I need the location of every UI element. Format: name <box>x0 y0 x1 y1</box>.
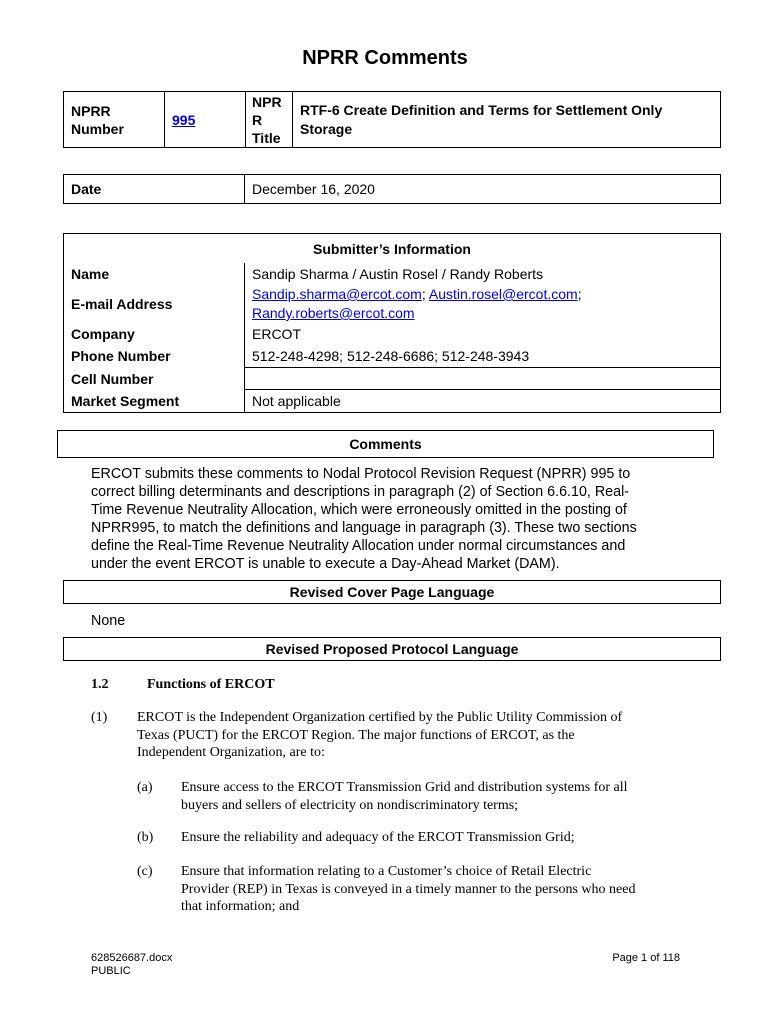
email-link-sharma[interactable]: Sandip.sharma@ercot.com <box>252 286 422 302</box>
name-value: Sandip Sharma / Austin Rosel / Randy Roberts <box>245 263 721 285</box>
item-c-text: Ensure that information relating to a Customer’s choice of Retail Electric Provider (REP) in Texas is conveyed in a timely manner to the persons who need that information; and <box>181 864 636 914</box>
comments-heading: Comments <box>57 430 714 458</box>
nprr-number-label: NPRR Number <box>64 92 165 148</box>
comments-line: NPRR995, to match the definitions and language in paragraph (3). These two sections <box>91 520 637 536</box>
nprr-header-table <box>63 91 721 148</box>
company-label: Company <box>71 326 135 342</box>
submitter-heading: Submitter’s Information <box>313 241 471 257</box>
company-value: ERCOT <box>245 323 721 345</box>
item-label: (c) <box>137 864 153 879</box>
email-value: Sandip.sharma@ercot.com; Austin.rosel@ercot.com; Randy.roberts@ercot.com <box>245 285 721 323</box>
section-number: 1.2 <box>91 677 109 692</box>
name-label: Name <box>71 266 110 282</box>
comments-line: define the Real-Time Revenue Neutrality Allocation under normal circumstances and <box>91 538 626 554</box>
nprr-title-label: NPR R Title <box>246 92 293 148</box>
nprr-title-value: RTF-6 Create Definition and Terms for Settlement Only Storage <box>293 92 721 148</box>
comments-line: correct billing determinants and descriptions in paragraph (2) of Section 6.6.10, Real- <box>91 484 630 500</box>
paragraph-number: (1) <box>91 710 108 725</box>
comments-line: under the event ERCOT is unable to execute a Day-Ahead Market (DAM). <box>91 556 560 572</box>
segment-value: Not applicable <box>245 390 721 413</box>
date-label: Date <box>64 175 245 204</box>
protocol-heading: Revised Proposed Protocol Language <box>63 637 721 661</box>
submitter-table <box>63 233 721 413</box>
item-b-text: Ensure the reliability and adequacy of the ERCOT Transmission Grid; <box>181 830 575 845</box>
comments-line: Time Revenue Neutrality Allocation, which were erroneously omitted in the posting of <box>91 502 627 518</box>
segment-label: Market Segment <box>71 392 180 409</box>
date-value: December 16, 2020 <box>245 175 721 204</box>
paragraph-1: ERCOT is the Independent Organization certified by the Public Utility Commission of Texas (PUCT) for the ERCOT Region. The major functions of ERCOT, as the Independent Organization, are to: <box>137 710 623 760</box>
footer-page-number: Page 1 of 118 <box>612 952 680 964</box>
phone-label: Phone Number <box>71 348 171 365</box>
page-title: NPRR Comments <box>302 47 468 69</box>
cell-label: Cell Number <box>71 370 154 387</box>
cover-value: None <box>91 613 126 629</box>
comments-line: ERCOT submits these comments to Nodal Protocol Revision Request (NPRR) 995 to <box>91 466 631 482</box>
cell-value <box>245 368 721 390</box>
email-link-rosel[interactable]: Austin.rosel@ercot.com <box>428 286 578 302</box>
email-link-roberts[interactable]: Randy.roberts@ercot.com <box>252 305 415 321</box>
item-a-text: Ensure access to the ERCOT Transmission Grid and distribution systems for all buyers and sellers of electricity on nondiscriminatory terms; <box>181 780 628 813</box>
footer-file: 628526687.docx PUBLIC <box>91 952 173 977</box>
item-label: (b) <box>137 830 154 845</box>
email-label: E-mail Address <box>71 296 173 312</box>
comments-body <box>91 465 711 573</box>
nprr-number-cell <box>165 92 246 148</box>
nprr-number-link[interactable]: 995 <box>172 111 196 128</box>
item-label: (a) <box>137 780 153 795</box>
cover-heading: Revised Cover Page Language <box>63 580 721 604</box>
phone-value: 512-248-4298; 512-248-6686; 512-248-3943 <box>245 345 721 368</box>
date-table <box>63 174 721 204</box>
section-title: Functions of ERCOT <box>147 677 275 692</box>
